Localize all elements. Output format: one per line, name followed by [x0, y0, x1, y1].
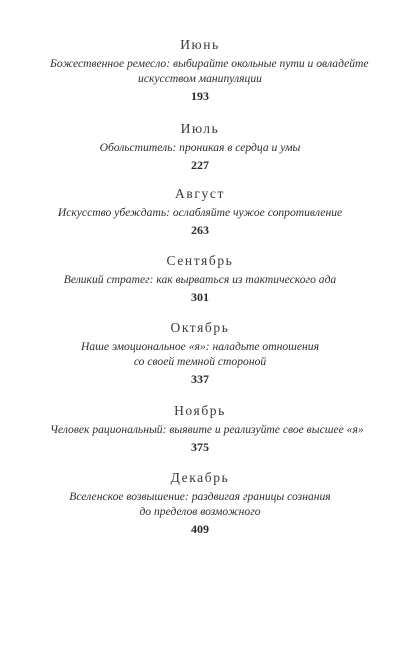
chapter-subtitle [50, 56, 369, 86]
page-number: 263 [191, 223, 209, 237]
month-heading: Октябрь [170, 320, 230, 335]
chapter-subtitle [50, 422, 364, 437]
toc-entry-august [50, 186, 350, 238]
subtitle-line: Наше эмоциональное «я»: наладьте отношения [81, 340, 319, 353]
page-number: 227 [191, 158, 209, 172]
chapter-subtitle [50, 339, 350, 369]
subtitle-line: Божественное ремесло: выбирайте окольные пути и овладейте [50, 57, 369, 70]
subtitle-line: Обольститель: проникая в сердца и умы [99, 141, 301, 154]
month-heading: Июль [180, 121, 220, 136]
toc-entry-october [50, 320, 350, 387]
toc-entry-september [50, 253, 350, 305]
page-number: 193 [191, 89, 209, 103]
month-heading: Декабрь [170, 470, 230, 485]
page-number: 301 [191, 290, 209, 304]
toc-entry-july [50, 121, 350, 173]
subtitle-line: до пределов возможного [139, 505, 261, 518]
chapter-subtitle [50, 205, 350, 220]
page-number: 337 [191, 372, 209, 386]
subtitle-line: Человек рациональный: выявите и реализуйте свое высшее «я» [50, 423, 364, 436]
subtitle-line: Искусство убеждать: ослабляйте чужое сопротивление [57, 206, 343, 219]
subtitle-line: искусством манипуляции [138, 72, 262, 85]
toc-entry-june [50, 37, 369, 104]
subtitle-line: Великий стратег: как вырваться из тактического ада [63, 273, 337, 286]
toc-entry-december [50, 470, 350, 537]
subtitle-line: со своей темной стороной [133, 355, 267, 368]
page-number: 409 [191, 522, 209, 536]
month-heading: Июнь [180, 37, 220, 52]
month-heading: Ноябрь [174, 403, 226, 418]
chapter-subtitle [50, 272, 350, 287]
month-heading: Сентябрь [166, 253, 234, 268]
chapter-subtitle [50, 489, 350, 519]
month-heading: Август [175, 186, 225, 201]
chapter-subtitle [50, 140, 350, 155]
toc-entry-november [50, 403, 364, 455]
subtitle-line: Вселенское возвышение: раздвигая границы сознания [69, 490, 331, 503]
page-number: 375 [191, 440, 209, 454]
